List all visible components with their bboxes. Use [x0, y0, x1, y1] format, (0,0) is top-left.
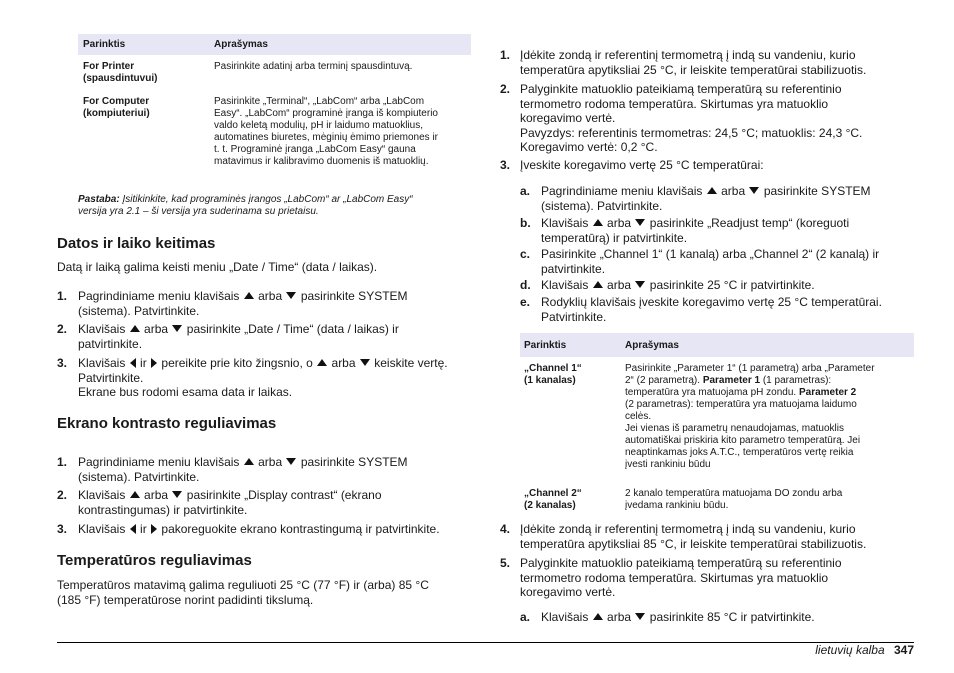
table-row-channel1-desc: Pasirinkite „Parameter 1“ (1 parametrą) arba „Parameter 2“ (2 parametrą). Parameter 1 (1 parametras): temperatūra yra matuojama pH zondu. Parameter 2 (2 parametras): temperatūra yra matuojama laidumo celės. Jei vienas iš parametrų nenaudojamas, matuoklis automatiškai priskiria kito parametro temperatūrą. Jei neaptinkamas joks A.T.C., temperatūros vertę reikia įvesti rankiniu būdu — [625, 363, 875, 470]
up-arrow-icon — [130, 325, 140, 332]
down-arrow-icon — [635, 219, 645, 226]
header-option: Parinktis — [83, 39, 126, 50]
list-item: Rodyklių klavišais įveskite koregavimo vertę 25 °C temperatūrai. Patvirtinkite. — [541, 295, 882, 324]
list-item: Įdėkite zondą ir referentinį termometrą į indą su vandeniu, kurio temperatūra apytiksliai 85 °C, ir leiskite temperatūrai stabilizuotis. — [520, 522, 867, 551]
down-arrow-icon — [286, 458, 296, 465]
table-row-channel2-desc: 2 kanalo temperatūra matuojama DO zondu arba įvedama rankiniu būdu. — [625, 488, 843, 511]
list-item: Klavišais ir pakoreguokite ekrano kontrastingumą ir patvirtinkite. — [78, 522, 440, 536]
left-arrow-icon — [130, 358, 136, 368]
section-title-contrast: Ekrano kontrasto reguliavimas — [57, 415, 277, 432]
section-title-temperature: Temperatūros reguliavimas — [57, 552, 252, 569]
table-row-channel1-option: „Channel 1“ (1 kanalas) — [524, 363, 582, 386]
list-item: Palyginkite matuoklio pateikiamą temperatūrą su referentinio termometro rodoma temperatūra. Skirtumas yra matuoklio koregavimo vertė. Pavyzdys: referentinis termometras: 24,5 °C; matuoklis: 24,3 °C. Koregavimo vertė: 0,2 °C. — [520, 82, 863, 154]
list-item: Klavišais arba pasirinkite 25 °C ir patvirtinkite. — [541, 278, 815, 292]
up-arrow-icon — [593, 613, 603, 620]
section-title-date-time: Datos ir laiko keitimas — [57, 235, 216, 252]
up-arrow-icon — [707, 187, 717, 194]
list-item: Klavišais arba pasirinkite 85 °C ir patvirtinkite. — [541, 610, 815, 624]
up-arrow-icon — [593, 281, 603, 288]
list-item: Palyginkite matuoklio pateikiamą temperatūrą su referentinio termometro rodoma temperatūra. Skirtumas yra matuoklio koregavimo vertė. — [520, 556, 842, 599]
table-row-computer-option: For Computer (kompiuteriui) — [83, 96, 150, 119]
header-description: Aprašymas — [625, 340, 679, 351]
down-arrow-icon — [360, 359, 370, 366]
table-header — [520, 333, 914, 357]
table-row-channel2-option: „Channel 2“ (2 kanalas) — [524, 488, 582, 511]
right-arrow-icon — [151, 358, 157, 368]
table-row-printer-option: For Printer (spausdintuvui) — [83, 61, 158, 84]
footer-rule — [57, 642, 914, 643]
list-item: Klavišais arba pasirinkite „Readjust temp“ (koreguoti temperatūrą) ir patvirtinkite. — [541, 216, 850, 245]
down-arrow-icon — [635, 613, 645, 620]
up-arrow-icon — [593, 219, 603, 226]
up-arrow-icon — [130, 491, 140, 498]
down-arrow-icon — [172, 325, 182, 332]
down-arrow-icon — [286, 292, 296, 299]
left-arrow-icon — [130, 524, 136, 534]
table-row-printer-desc: Pasirinkite adatinį arba terminį spausdintuvą. — [214, 61, 413, 72]
header-option: Parinktis — [524, 340, 567, 351]
list-item: Klavišais arba pasirinkite „Display contrast“ (ekrano kontrastingumas) ir patvirtinkite. — [78, 488, 382, 517]
up-arrow-icon — [317, 359, 327, 366]
page-footer — [815, 643, 914, 657]
down-arrow-icon — [172, 491, 182, 498]
table-row-computer-desc: Pasirinkite „Terminal“, „LabCom“ arba „LabCom Easy“. „LabCom“ programinė įranga iš kompiuterio valdo keletą modulių, pH ir laidumo matuoklius, automatines biuretes, mėginių ėmimo priemones ir t. t. Programinė įranga „LabCom Easy“ gauna matavimus ir kalibravimo duomenis iš matuoklių. — [214, 96, 438, 167]
list-item: Pasirinkite „Channel 1“ (1 kanalą) arba „Channel 2“ (2 kanalą) ir patvirtinkite. — [541, 247, 880, 276]
list-item: Pagrindiniame meniu klavišais arba pasirinkite SYSTEM (sistema). Patvirtinkite. — [78, 455, 408, 484]
table-header — [78, 34, 471, 55]
down-arrow-icon — [749, 187, 759, 194]
list-item: Įdėkite zondą ir referentinį termometrą į indą su vandeniu, kurio temperatūra apytiksliai 25 °C, ir leiskite temperatūrai stabilizuotis. — [520, 48, 867, 77]
right-arrow-icon — [151, 524, 157, 534]
page-number: 347 — [893, 643, 914, 657]
list-item: Pagrindiniame meniu klavišais arba pasirinkite SYSTEM (sistema). Patvirtinkite. — [78, 289, 408, 318]
section-intro-temperature: Temperatūros matavimą galima reguliuoti 25 °C (77 °F) ir (arba) 85 °C (185 °F) temperatūrose norint padidinti tikslumą. — [57, 578, 429, 607]
section-intro-date-time: Datą ir laiką galima keisti meniu „Date / Time“ (data / laikas). — [57, 260, 378, 274]
up-arrow-icon — [244, 292, 254, 299]
list-item: Klavišais arba pasirinkite „Date / Time“ (data / laikas) ir patvirtinkite. — [78, 322, 399, 351]
list-item: Pagrindiniame meniu klavišais arba pasirinkite SYSTEM (sistema). Patvirtinkite. — [541, 184, 871, 213]
up-arrow-icon — [244, 458, 254, 465]
list-item: Klavišais ir pereikite prie kito žingsnio, o arba keiskite vertę. Patvirtinkite. Ekrane bus rodomi esama data ir laikas. — [78, 356, 448, 399]
down-arrow-icon — [635, 281, 645, 288]
header-description: Aprašymas — [214, 39, 268, 50]
note: Pastaba: Įsitikinkite, kad programinės įrangos „LabCom“ ar „LabCom Easy“ versija yra 2.1 – ši versija yra suderinama su prietaisu. — [78, 194, 413, 217]
list-item: Įveskite koregavimo vertę 25 °C temperatūrai: — [520, 158, 764, 172]
footer-language: lietuvių kalba — [815, 643, 885, 657]
